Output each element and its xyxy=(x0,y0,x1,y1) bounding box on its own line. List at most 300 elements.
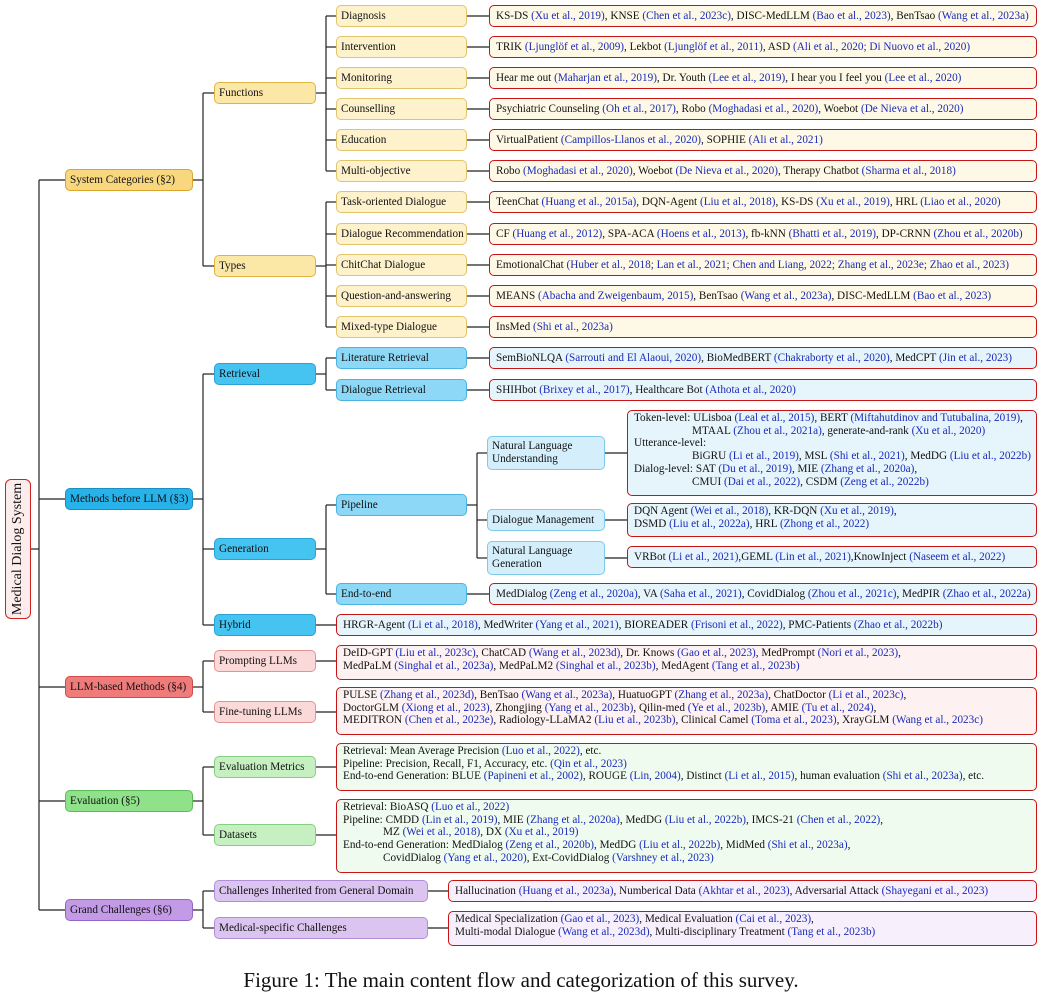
sub-functions: Functions xyxy=(214,82,316,104)
citation: (Li et al., 2019) xyxy=(729,450,799,463)
citation: (Chen et al., 2023e) xyxy=(404,714,494,727)
leaf-text: ,KnowInject xyxy=(850,550,910,563)
leaf-text: MTAAL xyxy=(692,424,734,437)
citation: (Frisoni et al., 2022) xyxy=(691,618,783,631)
leaf-text: , KNSE xyxy=(604,9,643,22)
leaf-dialretrieval xyxy=(489,379,1037,401)
leaf-text: HRGR-Agent xyxy=(343,618,408,631)
citation: (Abacha and Zweigenbaum, 2015) xyxy=(537,289,694,302)
citation: (Wang et al., 2023c) xyxy=(892,714,983,727)
citation: (Moghadasi et al., 2020) xyxy=(708,102,819,115)
leaf-line xyxy=(343,714,1030,727)
leaf-text: , DQN-Agent xyxy=(636,195,700,208)
leaf-text: , generate-and-rank xyxy=(821,424,912,437)
leaf-text: Hallucination xyxy=(455,884,519,897)
citation: (Xu et al., 2019) xyxy=(504,826,579,839)
citation: (Wang et al., 2023a) xyxy=(521,689,613,701)
leaf-text: EmotionalChat xyxy=(496,258,567,271)
leaf-line xyxy=(343,814,1030,827)
citation: (Li et al., 2023c) xyxy=(828,689,904,701)
citation: (Huang et al., 2023a) xyxy=(518,884,614,897)
sub-retrieval: Retrieval xyxy=(214,363,316,385)
citation: (Zhou et al., 2021c) xyxy=(807,587,897,600)
citation: (Luo et al., 2022) xyxy=(431,801,510,813)
citation: (Ali et al., 2020; Di Nuovo et al., 2020) xyxy=(792,40,971,53)
citation: (Zeng et al., 2022b) xyxy=(840,475,929,488)
leaf-text: Hear me out xyxy=(496,71,555,84)
leaf-line xyxy=(634,476,1030,489)
category-methods: Methods before LLM (§3) xyxy=(65,488,193,510)
node-multiobjective: Multi-objective xyxy=(336,160,467,182)
leaf-text: , Medical Evaluation xyxy=(639,913,736,925)
leaf-text: , xyxy=(847,839,851,852)
leaf-text: , DP-CRNN xyxy=(875,227,934,240)
citation: (Tang et al., 2023b) xyxy=(711,659,800,672)
leaf-text: , Radiology-LLaMA2 xyxy=(493,714,595,727)
citation: (Zhang et al., 2020a) xyxy=(526,813,620,826)
citation: (Gao et al., 2023) xyxy=(677,647,756,659)
leaf-text: TeenChat xyxy=(496,195,542,208)
citation: (Dai et al., 2022) xyxy=(724,475,801,488)
leaf-nlg xyxy=(627,546,1037,568)
node-taskoriented: Task-oriented Dialogue xyxy=(336,191,467,213)
citation: (Naseem et al., 2022) xyxy=(909,550,1006,563)
citation: (Bhatti et al., 2019) xyxy=(788,227,876,240)
citation: (Ljunglöf et al., 2009) xyxy=(524,40,625,53)
node-education: Education xyxy=(336,129,467,151)
leaf-text: , BenTsao xyxy=(890,9,939,22)
leaf-line xyxy=(343,758,1030,771)
leaf-hybrid xyxy=(336,614,1037,636)
leaf-chitchat xyxy=(489,254,1037,276)
leaf-metrics xyxy=(336,743,1037,791)
leaf-text: Pipeline: Precision, Recall, F1, Accuracy, etc. xyxy=(343,757,551,770)
leaf-line xyxy=(343,660,1030,673)
node-e2e: End-to-end xyxy=(336,583,467,605)
citation: (Huber et al., 2018; Lan et al., 2021; Chen and Liang, 2022; Zhang et al., 2023e; Zhao et al., 2023) xyxy=(566,258,1009,271)
node-diagnosis: Diagnosis xyxy=(336,5,467,27)
citation: (Xu et al., 2020) xyxy=(911,424,986,437)
citation: (Yang et al., 2020) xyxy=(443,851,527,864)
citation: (Varshney et al., 2023) xyxy=(612,851,714,864)
leaf-inherited xyxy=(448,880,1037,902)
leaf-text: , Adversarial Attack xyxy=(789,884,882,897)
citation: (Bao et al., 2023) xyxy=(812,9,891,22)
sub-types: Types xyxy=(214,255,316,277)
citation: (De Nieva et al., 2020) xyxy=(675,164,778,177)
leaf-text: , BioMedBERT xyxy=(701,351,774,364)
citation: (Jin et al., 2023) xyxy=(938,351,1012,364)
citation: (Wei et al., 2018) xyxy=(690,505,769,517)
leaf-text: , etc. xyxy=(579,745,602,757)
citation: (Zhang et al., 2023a) xyxy=(674,689,769,701)
node-monitoring: Monitoring xyxy=(336,67,467,89)
leaf-text: Multi-modal Dialogue xyxy=(455,925,559,938)
leaf-text: , Healthcare Bot xyxy=(629,383,706,396)
citation: (De Nieva et al., 2020) xyxy=(860,102,964,115)
leaf-line xyxy=(634,450,1030,463)
leaf-counselling xyxy=(489,98,1037,120)
citation: (Oh et al., 2017) xyxy=(602,102,676,115)
leaf-text: DoctorGLM xyxy=(343,701,402,714)
citation: (Shi et al., 2023a) xyxy=(767,839,848,852)
leaf-litretrieval xyxy=(489,347,1037,369)
leaf-text: , human evaluation xyxy=(794,770,883,783)
leaf-text: MEDITRON xyxy=(343,714,405,727)
citation: (Zeng et al., 2020b) xyxy=(505,839,595,852)
leaf-text: , Numberical Data xyxy=(613,884,699,897)
citation: (Shi et al., 2021) xyxy=(829,450,905,463)
citation: (Bao et al., 2023) xyxy=(913,289,992,302)
leaf-text: , BenTsao xyxy=(693,289,741,302)
citation: (Huang et al., 2012) xyxy=(512,227,603,240)
leaf-text: Medical Specialization xyxy=(455,913,561,925)
node-qa: Question-and-answering xyxy=(336,285,467,307)
leaf-line xyxy=(496,10,1029,23)
citation: (Yang et al., 2023b) xyxy=(544,701,634,714)
citation: (Zhong et al., 2022) xyxy=(779,517,870,530)
citation: (Nori et al., 2023) xyxy=(817,647,899,659)
citation: (Xu et al., 2019) xyxy=(816,195,890,208)
leaf-line xyxy=(455,926,1030,939)
node-chitchat: ChitChat Dialogue xyxy=(336,254,467,276)
citation: (Liu et al., 2018) xyxy=(699,195,776,208)
citation: (Papineni et al., 2002) xyxy=(483,770,583,783)
leaf-text: , MIE xyxy=(497,813,527,826)
citation: (Cai et al., 2023) xyxy=(735,913,812,925)
leaf-line xyxy=(496,352,1012,365)
citation: (Li et al., 2018) xyxy=(407,618,478,631)
leaf-text: , MedDG xyxy=(594,839,640,852)
citation: (Miftahutdinov and Tutubalina, 2019) xyxy=(850,412,1021,424)
citation: (Leal et al., 2015) xyxy=(734,412,815,424)
leaf-text: , HRL xyxy=(889,195,921,208)
leaf-text: , Lekbot xyxy=(624,40,665,53)
citation: (Hoens et al., 2013) xyxy=(656,227,746,240)
leaf-text: , Qilin-med xyxy=(633,701,688,714)
citation: (Yang et al., 2021) xyxy=(535,618,619,631)
citation: (Qin et al., 2023) xyxy=(550,757,627,770)
leaf-text: Utterance-level: xyxy=(634,437,707,450)
node-nlu: Natural Language Understanding xyxy=(487,436,605,470)
leaf-text: TRIK xyxy=(496,40,525,53)
node-counselling: Counselling xyxy=(336,98,467,120)
sub-finetuning: Fine-tuning LLMs xyxy=(214,701,316,723)
citation: (Du et al., 2019) xyxy=(718,462,792,475)
citation: (Huang et al., 2015a) xyxy=(541,195,637,208)
leaf-line xyxy=(496,259,1009,272)
sub-prompting: Prompting LLMs xyxy=(214,650,316,672)
leaf-text: MedPaLM xyxy=(343,659,395,672)
figure-caption: Figure 1: The main content flow and categorization of this survey. xyxy=(243,968,799,992)
citation: (Zhao et al., 2022a) xyxy=(942,587,1031,600)
leaf-qa xyxy=(489,285,1037,307)
leaf-text: MEANS xyxy=(496,289,538,302)
leaf-multiobjective xyxy=(489,160,1037,182)
leaf-text: DQN Agent xyxy=(634,505,691,517)
citation: (Akhtar et al., 2023) xyxy=(698,884,790,897)
leaf-datasets xyxy=(336,799,1037,873)
leaf-line xyxy=(634,463,1030,476)
citation: (Toma et al., 2023) xyxy=(751,714,837,727)
leaf-line xyxy=(496,165,956,178)
leaf-line xyxy=(634,437,1030,450)
citation: (Liu et al., 2023c) xyxy=(395,647,476,659)
citation: (Gao et al., 2023) xyxy=(560,913,640,925)
leaf-text: Robo xyxy=(496,164,524,177)
leaf-text: , ChatCAD xyxy=(475,647,529,659)
leaf-text: , DISC-MedLLM xyxy=(831,289,914,302)
leaf-text: , Therapy Chatbot xyxy=(777,164,862,177)
leaf-text: VirtualPatient xyxy=(496,133,561,146)
node-pipeline: Pipeline xyxy=(336,494,467,516)
leaf-text: , xyxy=(1020,412,1023,424)
leaf-monitoring xyxy=(489,67,1037,89)
citation: (Sharma et al., 2018) xyxy=(861,164,956,177)
leaf-line xyxy=(343,826,1030,839)
leaf-line xyxy=(496,103,963,116)
leaf-text: , DX xyxy=(480,826,505,839)
leaf-text: , CSDM xyxy=(800,475,841,488)
leaf-text: Retrieval: BioASQ xyxy=(343,801,432,813)
leaf-line xyxy=(496,72,961,85)
leaf-text: , etc. xyxy=(962,770,985,783)
leaf-line xyxy=(496,196,1001,209)
citation: (Brixey et al., 2017) xyxy=(539,383,630,396)
citation: (Lin, 2004) xyxy=(629,770,681,783)
leaf-intervention xyxy=(489,36,1037,58)
leaf-text: BiGRU xyxy=(692,450,729,463)
leaf-mixed xyxy=(489,316,1037,338)
leaf-text: , MedCPT xyxy=(889,351,939,364)
citation: (Wang et al., 2023a) xyxy=(740,289,832,302)
leaf-text: , fb-kNN xyxy=(745,227,789,240)
leaf-finetuning xyxy=(336,687,1037,735)
leaf-text: , Robo xyxy=(675,102,709,115)
leaf-text: , MedPIR xyxy=(896,587,943,600)
citation: (Ljunglöf et al., 2011) xyxy=(664,40,763,53)
citation: (Wang et al., 2023a) xyxy=(938,9,1029,22)
root-node xyxy=(5,479,31,619)
leaf-line xyxy=(496,228,1023,241)
leaf-text: , MedDG xyxy=(904,450,950,463)
leaf-medical xyxy=(448,911,1037,946)
leaf-text: , BIOREADER xyxy=(618,618,692,631)
leaf-text: SHIHbot xyxy=(496,383,540,396)
root-label: Medical Dialog System xyxy=(10,482,25,616)
leaf-text: , DISC-MedLLM xyxy=(730,9,813,22)
leaf-text: KS-DS xyxy=(496,9,532,22)
leaf-text: , ROUGE xyxy=(582,770,630,783)
leaf-text: , XrayGLM xyxy=(836,714,893,727)
citation: (Tu et al., 2024) xyxy=(801,701,874,714)
leaf-nlu xyxy=(627,410,1037,496)
citation: (Li et al., 2015) xyxy=(724,770,795,783)
leaf-education xyxy=(489,129,1037,151)
leaf-line xyxy=(496,321,613,334)
citation: (Xu et al., 2019) xyxy=(531,9,605,22)
leaf-e2e xyxy=(489,583,1037,605)
leaf-text: , CovidDialog xyxy=(741,587,808,600)
leaf-text: , ChatDoctor xyxy=(768,689,829,701)
leaf-text: , MidMed xyxy=(720,839,768,852)
leaf-line xyxy=(343,770,1030,783)
leaf-text: , ASD xyxy=(762,40,793,53)
citation: (Maharjan et al., 2019) xyxy=(554,71,657,84)
sub-generation: Generation xyxy=(214,538,316,560)
citation: (Lee et al., 2019) xyxy=(708,71,786,84)
leaf-line xyxy=(634,505,1030,518)
citation: (Chen et al., 2022) xyxy=(796,813,881,826)
leaf-line xyxy=(496,41,970,54)
citation: (Lin et al., 2019) xyxy=(421,813,498,826)
leaf-text: , Dr. Youth xyxy=(656,71,709,84)
category-llm: LLM-based Methods (§4) xyxy=(65,676,193,698)
citation: (Lin et al., 2021) xyxy=(775,550,851,563)
citation: (Singhal et al., 2023a) xyxy=(394,659,494,672)
citation: (Luo et al., 2022) xyxy=(501,745,580,757)
citation: (Ye et al., 2023b) xyxy=(687,701,766,714)
category-evaluation: Evaluation (§5) xyxy=(65,790,193,812)
sub-inherited: Challenges Inherited from General Domain xyxy=(214,880,428,902)
leaf-text: PULSE xyxy=(343,689,380,701)
leaf-line xyxy=(343,702,1030,715)
leaf-text: VRBot xyxy=(634,550,669,563)
leaf-text: , BenTsao xyxy=(474,689,522,701)
leaf-text: , I hear you I feel you xyxy=(785,71,885,84)
leaf-text: Pipeline: CMDD xyxy=(343,813,422,826)
leaf-taskoriented xyxy=(489,191,1037,213)
citation: (Zeng et al., 2020a) xyxy=(549,587,638,600)
leaf-line xyxy=(634,518,1030,531)
sub-datasets: Datasets xyxy=(214,824,316,846)
leaf-text: , Woebot xyxy=(632,164,676,177)
leaf-text: , xyxy=(811,913,814,925)
leaf-text: , xyxy=(880,813,884,826)
leaf-text: , MSL xyxy=(798,450,830,463)
leaf-line xyxy=(496,384,796,397)
leaf-text: , Woebot xyxy=(818,102,861,115)
node-litretrieval: Literature Retrieval xyxy=(336,347,467,369)
leaf-text: InsMed xyxy=(496,320,533,333)
leaf-line xyxy=(496,290,991,303)
leaf-text: , MedAgent xyxy=(655,659,712,672)
leaf-dm xyxy=(627,503,1037,537)
citation: (Singhal et al., 2023b) xyxy=(555,659,656,672)
leaf-text: , Clinical Camel xyxy=(675,714,752,727)
leaf-line xyxy=(343,647,1030,660)
citation: (Wei et al., 2018) xyxy=(402,826,481,839)
citation: (Zhang et al., 2023d) xyxy=(380,689,475,701)
citation: (Liu et al., 2022b) xyxy=(664,813,747,826)
leaf-line xyxy=(455,913,1030,926)
leaf-text: , xyxy=(903,689,907,701)
leaf-line xyxy=(634,425,1030,438)
leaf-diagnosis xyxy=(489,5,1037,27)
node-dialretrieval: Dialogue Retrieval xyxy=(336,379,467,401)
citation: (Sarrouti and El Alaoui, 2020) xyxy=(565,351,702,364)
leaf-line xyxy=(343,689,1030,702)
category-challenges: Grand Challenges (§6) xyxy=(65,899,193,921)
leaf-line xyxy=(343,839,1030,852)
leaf-text: , MedWriter xyxy=(477,618,536,631)
citation: (Athota et al., 2020) xyxy=(705,383,796,396)
leaf-text: , HRL xyxy=(749,517,780,530)
citation: (Ali et al., 2021) xyxy=(748,133,823,146)
citation: (Liu et al., 2023b) xyxy=(594,714,676,727)
leaf-text: , Multi-disciplinary Treatment xyxy=(649,925,788,938)
leaf-text: , Dr. Knows xyxy=(620,647,678,659)
leaf-text: Psychiatric Counseling xyxy=(496,102,603,115)
leaf-text: , KS-DS xyxy=(775,195,817,208)
leaf-line xyxy=(343,801,1030,814)
citation: (Zhao et al., 2022b) xyxy=(853,618,943,631)
citation: (Li et al., 2021) xyxy=(668,550,739,563)
citation: (Liu et al., 2022b) xyxy=(639,839,721,852)
leaf-text: , HuatuoGPT xyxy=(612,689,675,701)
leaf-text: , xyxy=(898,647,901,659)
leaf-text: , xyxy=(873,701,877,714)
citation: (Xu et al., 2019) xyxy=(820,505,894,517)
leaf-text: , SPA-ACA xyxy=(602,227,657,240)
leaf-text: , xyxy=(914,462,918,475)
node-dm: Dialogue Management xyxy=(487,509,605,531)
node-mixed: Mixed-type Dialogue xyxy=(336,316,467,338)
leaf-line xyxy=(455,885,988,898)
leaf-text: ,GEML xyxy=(738,550,776,563)
citation: (Tang et al., 2023b) xyxy=(787,925,876,938)
leaf-text: , KR-DQN xyxy=(768,505,821,517)
sub-medical: Medical-specific Challenges xyxy=(214,917,428,939)
leaf-text: DSMD xyxy=(634,517,670,530)
leaf-text: , xyxy=(893,505,897,517)
citation: (Zhang et al., 2020a) xyxy=(820,462,915,475)
node-intervention: Intervention xyxy=(336,36,467,58)
citation: (Chakraborty et al., 2020) xyxy=(773,351,890,364)
leaf-text: , MedPaLM2 xyxy=(493,659,556,672)
leaf-text: MedDialog xyxy=(496,587,550,600)
sub-hybrid: Hybrid xyxy=(214,614,316,636)
leaf-text: , SOPHIE xyxy=(701,133,749,146)
leaf-text: , Distinct xyxy=(680,770,725,783)
sub-metrics: Evaluation Metrics xyxy=(214,756,316,778)
leaf-line xyxy=(496,134,823,147)
leaf-line xyxy=(343,852,1030,865)
leaf-text: Dialog-level: SAT xyxy=(634,462,719,475)
leaf-line xyxy=(634,551,1005,564)
leaf-text: , Ext-CovidDialog xyxy=(526,851,613,864)
citation: (Shi et al., 2023a) xyxy=(532,320,613,333)
citation: (Wang et al., 2023d) xyxy=(558,925,650,938)
leaf-line xyxy=(496,588,1031,601)
leaf-text: CF xyxy=(496,227,513,240)
citation: (Campillos-Llanos et al., 2020) xyxy=(560,133,702,146)
leaf-text: DeID-GPT xyxy=(343,647,396,659)
leaf-text: , IMCS-21 xyxy=(746,813,797,826)
citation: (Zhou et al., 2020b) xyxy=(933,227,1023,240)
leaf-text: , BERT xyxy=(814,412,851,424)
leaf-text: SemBioNLQA xyxy=(496,351,566,364)
citation: (Wang et al., 2023d) xyxy=(528,647,621,659)
citation: (Liu et al., 2022a) xyxy=(669,517,750,530)
leaf-line xyxy=(343,745,1030,758)
citation: (Xiong et al., 2023) xyxy=(401,701,490,714)
leaf-prompting xyxy=(336,645,1037,680)
citation: (Moghadasi et al., 2020) xyxy=(523,164,633,177)
citation: (Shayegani et al., 2023) xyxy=(881,884,989,897)
leaf-text: , Zhongjing xyxy=(489,701,545,714)
leaf-text: , VA xyxy=(637,587,660,600)
